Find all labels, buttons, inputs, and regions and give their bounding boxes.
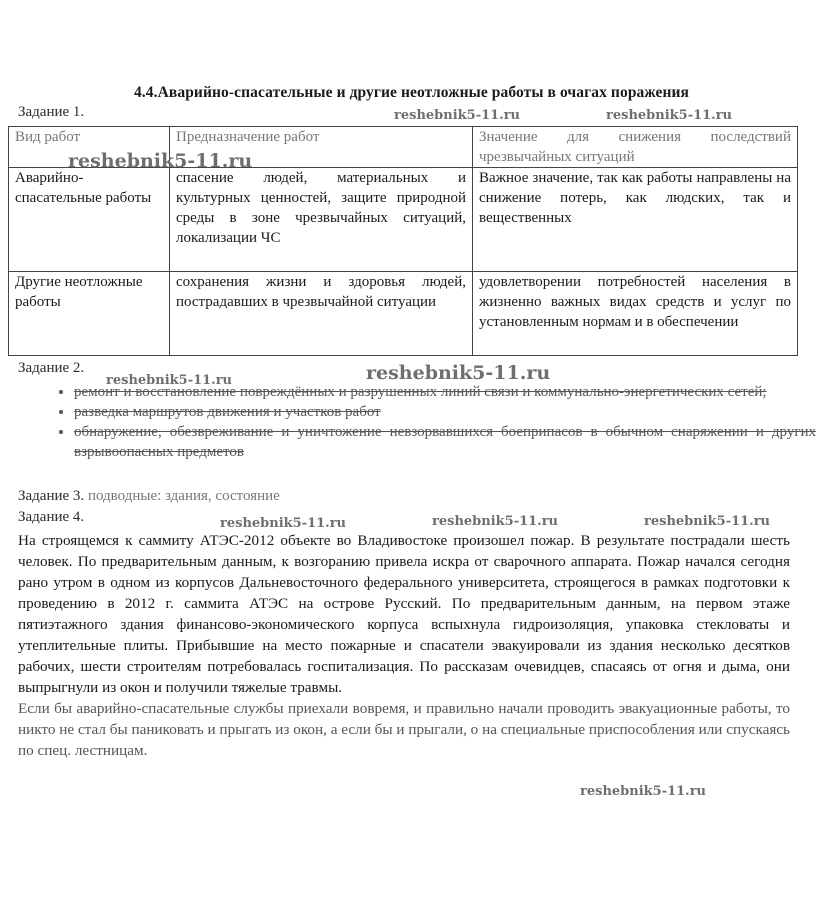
- row2-type: Другие неотложные работы: [9, 272, 170, 356]
- task1-label: Задание 1.: [18, 104, 85, 120]
- task2-label: Задание 2.: [18, 360, 85, 376]
- task4-text: [18, 530, 790, 761]
- task4-paragraph-1: На строящемся к саммиту АТЭС-2012 объекте во Владивостоке произошел пожар. В результате пострадали шесть человек. По предварительным данным, к возгоранию привела искра от сварочного аппарата. Пожар начался сегодня рано утром в одном из корпусов Дальневосточного федерального университета, строящегося в рамках подготовки к проведению в 2012 г. саммита АТЭС на острове Русский. По предварительным данным, на первом этаже пятиэтажного здания финансово-экономического корпуса вспыхнула гидроизоляция, упаковка стекловаты и утеплительные плиты. Прибывшие на место пожарные и спасатели эвакуировали из здания несколько десятков рабочих, шести строителям потребовалась госпитализация. По рассказам очевидцев, спасаясь от огня и дыма, они выпрыгнули из окон и получили тяжелые травмы.: [18, 532, 790, 696]
- list-item: • обнаружение, обезвреживание и уничтожение невзорвавшихся боеприпасов в обычном снаряжении и других взрывоопасных предметов: [74, 422, 816, 462]
- table-row: [9, 168, 798, 272]
- watermark: reshebnik5-11.ru: [644, 514, 771, 529]
- task3-answer: подводные: здания, состояние: [87, 488, 280, 504]
- watermark: reshebnik5-11.ru: [106, 373, 233, 388]
- header-type: Вид работ: [9, 127, 170, 168]
- watermark: reshebnik5-11.ru: [220, 516, 347, 531]
- row2-value: удовлетворении потребностей населения в жизненно важных видах средств и услуг по установленным нормам и в обеспечении: [473, 272, 798, 356]
- header-purpose: Предназначение работ: [170, 127, 473, 168]
- task2-list: [48, 382, 816, 462]
- header-value: Значение для снижения последствий чрезвычайных ситуаций: [473, 127, 798, 168]
- row2-purpose: сохранения жизни и здоровья людей, пострадавших в чрезвычайной ситуации: [170, 272, 473, 356]
- section-title: 4.4.Аварийно-спасательные и другие неотложные работы в очагах поражения: [133, 84, 690, 101]
- row1-type: Аварийно-спасательные работы: [9, 168, 170, 272]
- list-item: • ремонт и восстановление повреждённых и разрушенных линий связи и коммунально-энергетических сетей;: [74, 382, 816, 402]
- task3-line: [18, 488, 280, 505]
- task4-label: Задание 4.: [18, 509, 85, 525]
- row1-purpose: спасение людей, материальных и культурных ценностей, защите природной среды в зоне чрезвычайных ситуаций, локализации ЧС: [170, 168, 473, 272]
- watermark: reshebnik5-11.ru: [394, 108, 521, 123]
- watermark: reshebnik5-11.ru: [580, 784, 707, 799]
- watermark: reshebnik5-11.ru: [606, 108, 733, 123]
- watermark: reshebnik5-11.ru: [366, 362, 551, 384]
- task3-label: Задание 3.: [18, 488, 85, 504]
- row1-value: Важное значение, так как работы направлены на снижение потерь, как людских, так и вещественных: [473, 168, 798, 272]
- watermark: reshebnik5-11.ru: [432, 514, 559, 529]
- list-item: • разведка маршрутов движения и участков работ: [74, 402, 816, 422]
- task4-paragraph-2: Если бы аварийно-спасательные службы приехали вовремя, и правильно начали проводить эвакуационные работы, то никто не стал бы паниковать и прыгать из окон, а если бы и прыгали, о на специальные приспособления или спускаясь по спец. лестницам.: [18, 700, 790, 759]
- watermark: reshebnik5-11.ru: [68, 150, 253, 172]
- table-row: [9, 272, 798, 356]
